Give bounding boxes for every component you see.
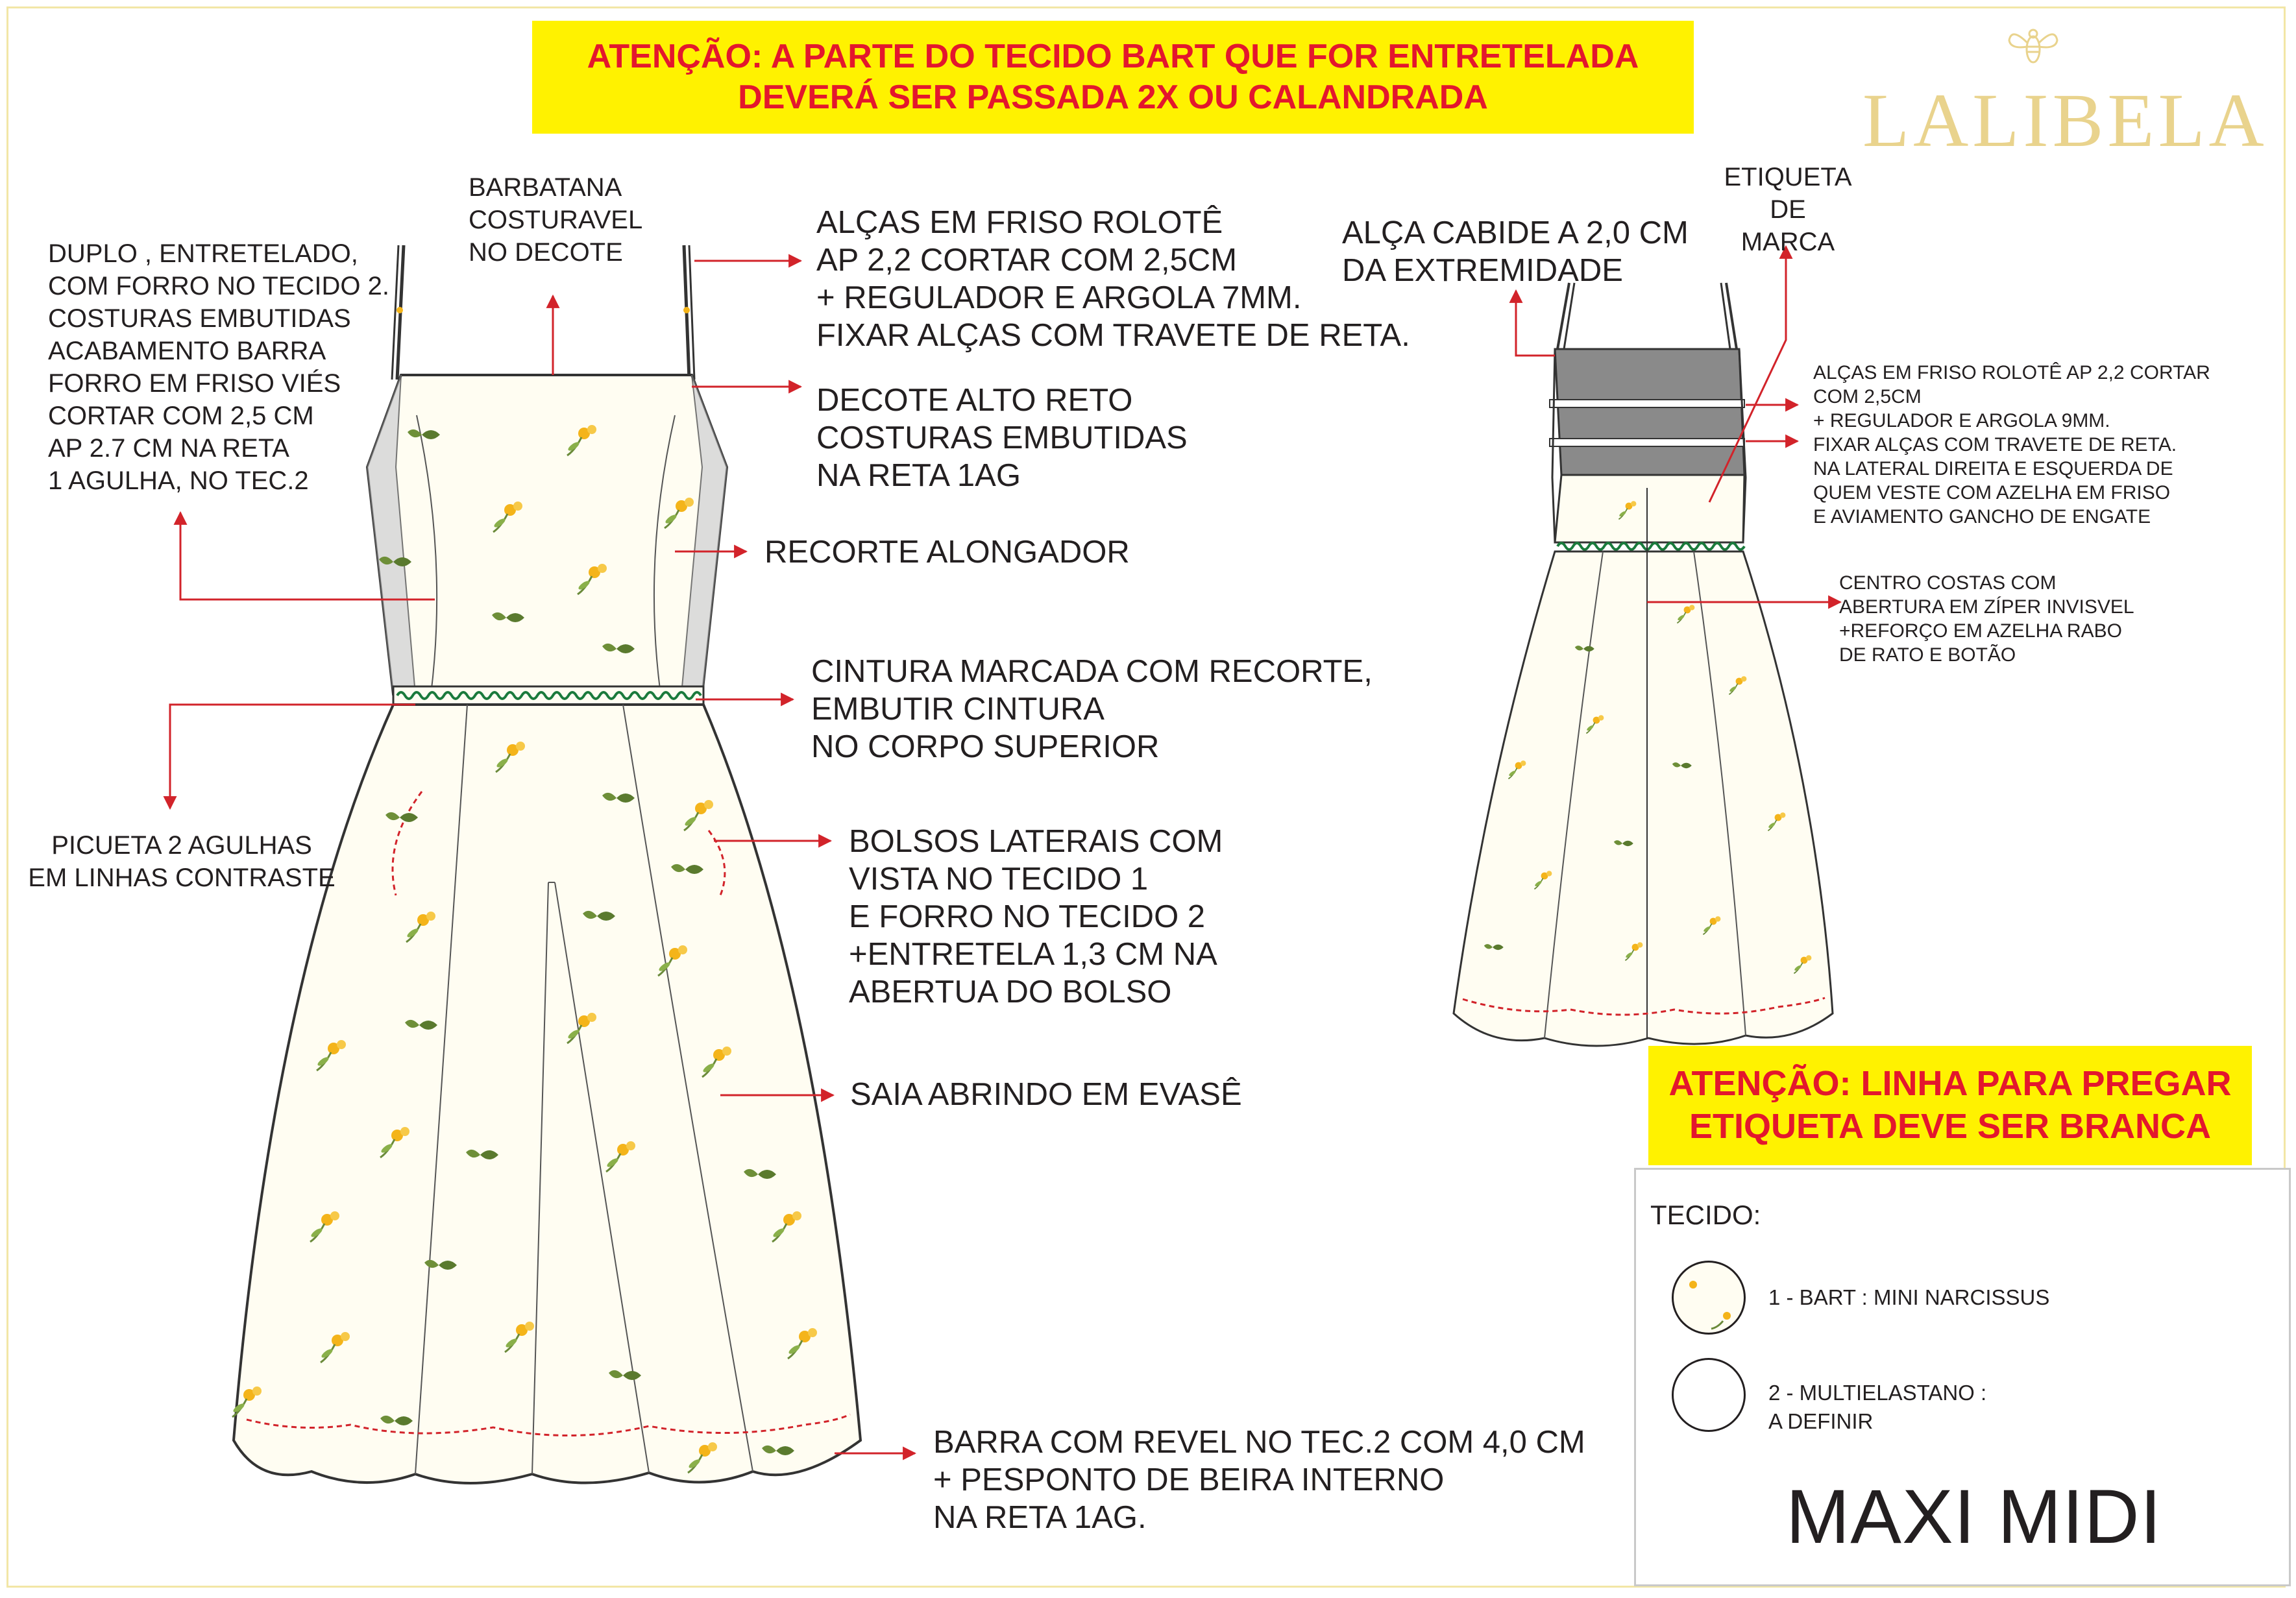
note-alcas: ALÇAS EM FRISO ROLOTÊ AP 2,2 CORTAR COM 2,5CM + REGULADOR E ARGOLA 7MM. FIXAR ALÇAS COM TRAVETE DE RETA. bbox=[816, 205, 1410, 353]
note-barra: BARRA COM REVEL NO TEC.2 COM 4,0 CM + PESPONTO DE BEIRA INTERNO NA RETA 1AG. bbox=[933, 1425, 1585, 1535]
brand-logo: LALIBELA bbox=[1862, 78, 2268, 163]
warning-thread-line-2: ETIQUETA DEVE SER BRANCA bbox=[1689, 1107, 2212, 1146]
note-etiqueta-marca: ETIQUETA DE MARCA bbox=[1724, 163, 1852, 256]
warning-line-1: ATENÇÃO: A PARTE DO TECIDO BART QUE FOR ENTRETELADA bbox=[587, 37, 1639, 75]
note-bolsos: BOLSOS LATERAIS COM VISTA NO TECIDO 1 E FORRO NO TECIDO 2 +ENTRETELA 1,3 CM NA ABERTUA DO BOLSO bbox=[849, 824, 1223, 1010]
note-picueta: PICUETA 2 AGULHAS EM LINHAS CONTRASTE bbox=[28, 831, 336, 892]
note-back-alcas: ALÇAS EM FRISO ROLOTÊ AP 2,2 CORTAR COM 2,5CM + REGULADOR E ARGOLA 9MM. FIXAR ALÇAS COM TRAVETE DE RETA. NA LATERAL DIREITA E ESQUERDA DE QUEM VESTE COM AZELHA EM FRISO E AVIAMENTO GANCHO DE ENGATE bbox=[1813, 362, 2210, 527]
fabric-swatch-multielastano bbox=[1672, 1358, 1746, 1432]
legend-title: TECIDO: bbox=[1650, 1200, 1761, 1230]
note-saia: SAIA ABRINDO EM EVASÊ bbox=[850, 1077, 1242, 1112]
note-duplo-entretelado: DUPLO , ENTRETELADO, COM FORRO NO TECIDO 2. COSTURAS EMBUTIDAS ACABAMENTO BARRA FORRO EM FRISO VIÉS CORTAR COM 2,5 CM AP 2.7 CM NA RETA 1 AGULHA, NO TEC.2 bbox=[48, 239, 389, 495]
warning-thread-line-1: ATENÇÃO: LINHA PARA PREGAR bbox=[1668, 1064, 2232, 1104]
fabric-swatch-bart bbox=[1672, 1261, 1746, 1335]
note-alca-cabide: ALÇA CABIDE A 2,0 CM DA EXTREMIDADE bbox=[1342, 215, 1689, 288]
note-cintura: CINTURA MARCADA COM RECORTE, EMBUTIR CINTURA NO CORPO SUPERIOR bbox=[811, 654, 1373, 764]
warning-banner-label-thread bbox=[1648, 1046, 2252, 1165]
note-barbatana: BARBATANA COSTURAVEL NO DECOTE bbox=[469, 173, 643, 267]
warning-line-2: DEVERÁ SER PASSADA 2X OU CALANDRADA bbox=[738, 79, 1488, 116]
back-dress-sketch bbox=[1454, 283, 1833, 1046]
note-decote: DECOTE ALTO RETO COSTURAS EMBUTIDAS NA RETA 1AG bbox=[816, 383, 1188, 493]
note-recorte: RECORTE ALONGADOR bbox=[764, 535, 1130, 570]
legend-item-2: 2 - MULTIELASTANO : A DEFINIR bbox=[1768, 1381, 1987, 1433]
note-centro-costas: CENTRO COSTAS COM ABERTURA EM ZÍPER INVISVEL +REFORÇO EM AZELHA RABO DE RATO E BOTÃO bbox=[1839, 572, 2134, 666]
legend-item-1: 1 - BART : MINI NARCISSUS bbox=[1768, 1285, 2050, 1309]
model-name: MAXI MIDI bbox=[1786, 1474, 2162, 1560]
